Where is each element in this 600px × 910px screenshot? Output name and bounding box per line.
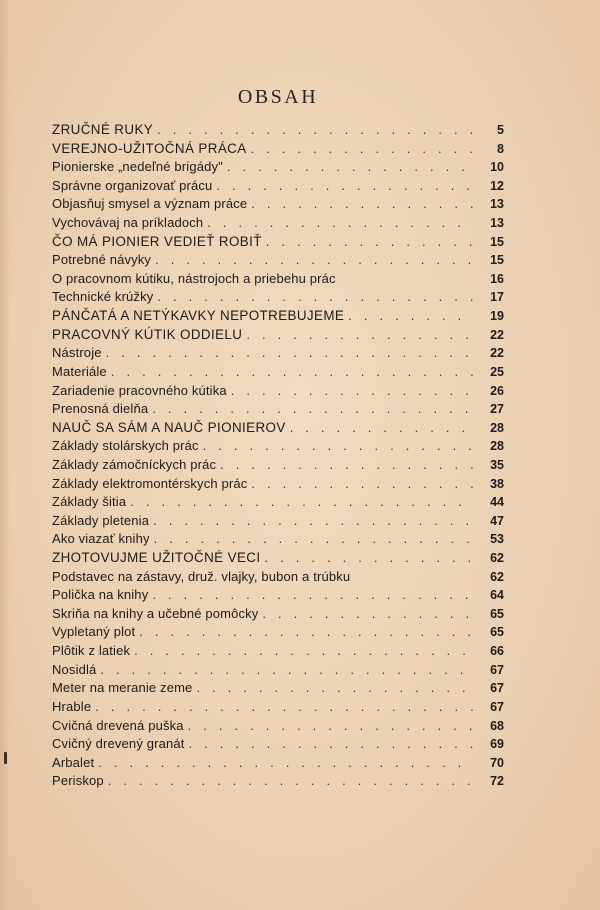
toc-entry [52,363,504,382]
toc-entry-title: Základy pletenia [52,512,150,528]
table-of-contents [52,121,504,791]
toc-entry-page: 53 [490,532,504,547]
dot-leader [227,158,474,177]
toc-entry-page: 28 [490,420,504,435]
toc-entry-title: ZHOTOVUJME UŽITOČNÉ VECI [52,550,261,566]
dot-leader [189,735,475,754]
toc-entry-page: 65 [490,625,504,640]
toc-entry [52,642,504,661]
toc-entry [52,288,504,307]
dot-leader [196,679,474,698]
toc-entry [52,307,504,326]
toc-entry [52,493,504,512]
dot-leader [251,475,474,494]
toc-entry-page: 68 [490,718,504,733]
toc-entry [52,400,504,419]
toc-entry-page: 66 [490,644,504,659]
toc-entry [52,382,504,401]
dot-leader [216,177,474,196]
toc-entry-title: Skriňa na knihy a učebné pomôcky [52,605,259,621]
toc-entry-page: 35 [490,457,504,472]
toc-entry-title: Arbalet [52,754,95,770]
dot-leader [152,586,474,605]
toc-entry [52,623,504,642]
dot-leader [246,326,474,345]
dot-leader [188,717,474,736]
toc-entry-page: 47 [490,513,504,528]
toc-entry-page: 13 [490,216,504,231]
dot-leader [157,288,474,307]
toc-entry-page: 26 [490,383,504,398]
dot-leader [266,233,474,252]
toc-entry-title: Zariadenie pracovného kútika [52,382,227,398]
dot-leader [139,623,474,642]
toc-entry-page: 15 [490,253,504,268]
dot-leader [155,251,474,270]
toc-entry [52,251,504,270]
toc-entry-title: Meter na meranie zeme [52,680,193,696]
toc-entry-page: 44 [490,495,504,510]
contents-heading: OBSAH [237,86,319,108]
toc-entry [52,177,504,196]
dot-leader [265,549,475,568]
toc-entry-title: Prenosná dielňa [52,401,149,417]
toc-entry-title: Objasňuj smysel a význam práce [52,196,248,212]
toc-entry-page: 15 [490,234,504,249]
toc-entry-page: 5 [497,123,504,137]
dot-leader [251,195,474,214]
toc-entry [52,121,504,140]
toc-entry-title: Pionierske „nedeľné brigády" [52,159,223,175]
toc-entry-title: PRACOVNÝ KÚTIK ODDIELU [52,326,243,342]
toc-entry-title: Periskop [52,773,104,789]
toc-entry [52,735,504,754]
toc-entry [52,270,504,289]
toc-entry-page: 22 [490,327,504,342]
toc-entry-page: 13 [490,197,504,212]
toc-entry-title: Vypletaný plot [52,624,136,640]
ink-speck [4,752,7,764]
toc-entry-page: 8 [497,141,504,156]
toc-entry-title: PÁNČATÁ A NETÝKAVKY NEPOTREBUJEME [52,308,345,324]
toc-entry-title: Vychovávaj na príkladoch [52,215,204,231]
toc-entry-page: 67 [490,681,504,696]
dot-leader [130,493,474,512]
toc-entry-page: 70 [490,755,504,770]
toc-entry [52,344,504,363]
toc-entry-page: 16 [490,271,504,286]
toc-entry-page: 38 [490,476,504,491]
toc-entry [52,140,504,159]
toc-entry [52,195,504,214]
toc-entry-title: Cvičná drevená puška [52,717,184,733]
toc-entry-page: 62 [490,569,504,584]
toc-entry [52,772,504,791]
toc-entry [52,530,504,549]
toc-entry-title: Ako viazať knihy [52,531,150,547]
toc-entry-title: VEREJNO-UŽITOČNÁ PRÁCA [52,140,247,156]
toc-entry-title: ZRUČNÉ RUKY [52,122,154,137]
toc-entry [52,568,504,587]
dot-leader [251,140,474,159]
toc-entry-title: Materiále [52,363,107,379]
toc-entry [52,158,504,177]
toc-entry [52,512,504,531]
dot-leader [231,382,474,401]
toc-entry-page: 12 [490,178,504,193]
toc-entry [52,698,504,717]
dot-leader [203,437,474,456]
dot-leader [152,400,474,419]
dot-leader [100,661,474,680]
toc-entry-page: 10 [490,160,504,175]
toc-entry [52,214,504,233]
toc-entry-page: 67 [490,662,504,677]
dot-leader [154,530,474,549]
toc-entry-page: 64 [490,588,504,603]
dot-leader [348,307,474,326]
toc-entry-title: Základy šitia [52,494,127,510]
toc-entry-title: Základy elektromontérskych prác [52,475,248,491]
toc-entry-page: 62 [490,551,504,566]
toc-entry-page: 72 [490,774,504,789]
dot-leader [290,419,474,438]
toc-entry [52,661,504,680]
toc-entry-title: Potrebné návyky [52,252,152,268]
toc-entry-page: 65 [490,606,504,621]
dot-leader [207,214,474,233]
toc-entry-title: O pracovnom kútiku, nástrojoch a priebehu prác [52,270,336,286]
toc-entry-title: Nástroje [52,345,102,361]
dot-leader [153,512,474,531]
dot-leader [220,456,474,475]
toc-entry-title: Plôtik z latiek [52,643,131,659]
dot-leader [262,605,474,624]
toc-entry [52,326,504,345]
toc-entry-page: 17 [490,290,504,305]
toc-entry [52,419,504,438]
toc-entry-title: Správne organizovať prácu [52,177,213,193]
toc-entry-title: Technické krúžky [52,289,154,305]
toc-entry-title: NAUČ SA SÁM A NAUČ PIONIEROV [52,419,286,435]
dot-leader [111,363,474,382]
toc-entry-page: 19 [490,309,504,324]
dot-leader [98,754,474,773]
dot-leader [106,344,474,363]
toc-entry-title: Hrable [52,698,92,714]
toc-entry-page: 22 [490,346,504,361]
dot-leader [108,772,474,791]
toc-entry [52,456,504,475]
toc-entry [52,549,504,568]
toc-entry-page: 67 [490,699,504,714]
toc-entry-title: Nosidlá [52,661,97,677]
toc-entry-title: Základy zámočníckych prác [52,456,217,472]
toc-entry-title: Polička na knihy [52,587,149,603]
toc-entry [52,754,504,773]
toc-entry [52,233,504,252]
toc-entry-title: Podstavec na zástavy, druž. vlajky, bubon a trúbku [52,568,351,584]
toc-entry [52,679,504,698]
toc-entry-title: Cvičný drevený granát [52,736,185,752]
toc-entry [52,717,504,736]
dot-leader [95,698,474,717]
toc-entry-title: ČO MÁ PIONIER VEDIEŤ ROBIŤ [52,233,262,249]
toc-entry-page: 69 [490,737,504,752]
toc-entry [52,437,504,456]
dot-leader [134,642,474,661]
toc-entry-page: 27 [490,402,504,417]
dot-leader [157,121,474,140]
toc-entry [52,586,504,605]
page-edge-shadow [0,0,10,910]
toc-entry-page: 25 [490,364,504,379]
toc-entry-page: 28 [490,439,504,454]
toc-entry-title: Základy stolárskych prác [52,438,199,454]
toc-entry [52,605,504,624]
toc-entry [52,475,504,494]
